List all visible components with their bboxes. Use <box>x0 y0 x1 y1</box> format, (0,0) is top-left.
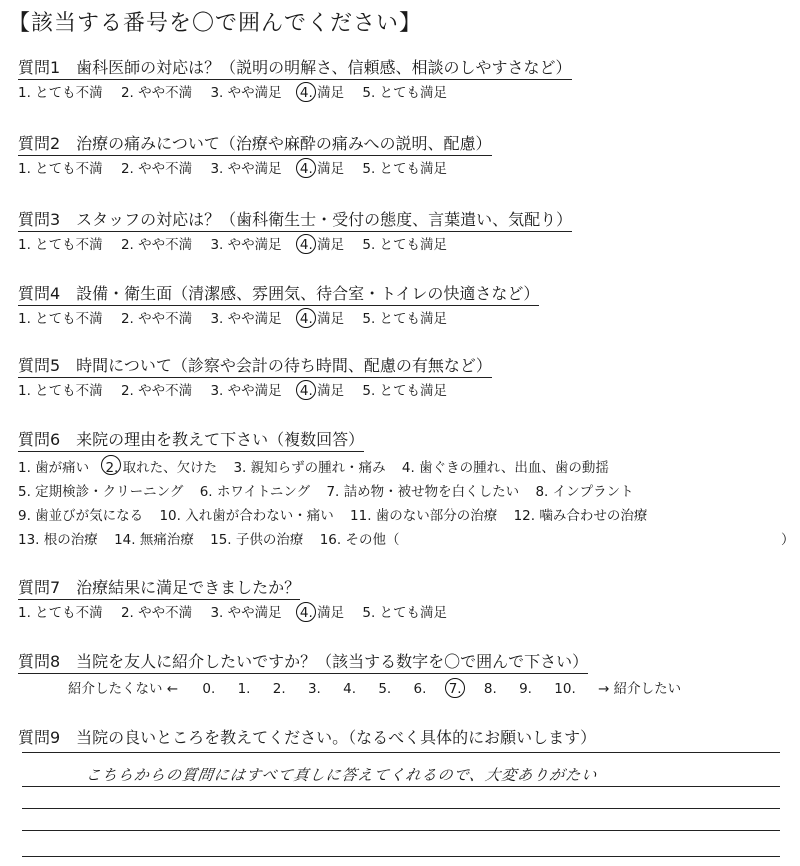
option-4[interactable]: 4. 満足 <box>300 236 344 254</box>
question-1-options <box>18 84 798 102</box>
option-3[interactable]: 3. やや満足 <box>210 161 282 177</box>
question-7 <box>18 578 798 622</box>
scale-4[interactable]: 4. <box>343 681 357 697</box>
reason-16[interactable]: 16. その他（ <box>319 532 400 548</box>
reason-15[interactable]: 15. 子供の治療 <box>210 532 304 548</box>
scale-7[interactable]: 7. <box>449 680 462 698</box>
option-5[interactable]: 5. とても満足 <box>362 383 448 399</box>
option-5[interactable]: 5. とても満足 <box>362 311 448 327</box>
option-1[interactable]: 1. とても不満 <box>18 605 103 621</box>
question-9-title: 質問9 当院の良いところを教えてください。（なるべく具体的にお願いします） <box>18 728 597 747</box>
instruction-header: 【該当する番号を〇で囲んでください】 <box>8 11 423 36</box>
question-9 <box>18 728 798 749</box>
option-1[interactable]: 1. とても不満 <box>18 237 103 253</box>
question-3 <box>18 210 798 254</box>
option-2[interactable]: 2. やや不満 <box>120 161 193 177</box>
selected-circle <box>296 234 316 254</box>
question-5 <box>18 356 798 400</box>
reason-6[interactable]: 6. ホワイトニング <box>199 484 311 500</box>
option-2[interactable]: 2. やや不満 <box>120 85 193 101</box>
question-7-options <box>18 604 798 622</box>
scale-8[interactable]: 8. <box>483 681 497 697</box>
scale-0[interactable]: 0. <box>202 681 216 697</box>
question-3-title: 質問3 スタッフの対応は？（歯科衛生士・受付の態度、言葉遣い、気配り） <box>18 210 572 232</box>
reason-8[interactable]: 8. インプラント <box>535 484 634 500</box>
selected-circle <box>101 455 121 475</box>
option-5[interactable]: 5. とても満足 <box>362 161 448 177</box>
scale-right-label: → 紹介したい <box>598 681 682 697</box>
reason-2[interactable]: 2. 取れた、欠けた <box>105 457 217 479</box>
question-8-title: 質問8 当院を友人に紹介したいですか？（該当する数字を〇で囲んで下さい） <box>18 652 588 674</box>
option-5[interactable]: 5. とても満足 <box>362 85 448 101</box>
reason-11[interactable]: 11. 歯のない部分の治療 <box>350 508 498 524</box>
question-4 <box>18 284 798 328</box>
scale-9[interactable]: 9. <box>519 681 532 697</box>
reason-5[interactable]: 5. 定期検診・クリーニング <box>18 484 184 500</box>
option-2[interactable]: 2. やや不満 <box>120 237 193 253</box>
question-5-title: 質問5 時間について（診察や会計の待ち時間、配慮の有無など） <box>18 356 492 378</box>
question-6-row-3 <box>18 505 798 527</box>
option-1[interactable]: 1. とても不満 <box>18 383 103 399</box>
option-1[interactable]: 1. とても不満 <box>18 85 103 101</box>
reason-1[interactable]: 1. 歯が痛い <box>18 460 90 476</box>
option-5[interactable]: 5. とても満足 <box>362 605 448 621</box>
reason-7[interactable]: 7. 詰め物・被せ物を白くしたい <box>326 484 520 500</box>
scale-2[interactable]: 2. <box>272 681 286 697</box>
question-4-title: 質問4 設備・衛生面（清潔感、雰囲気、待合室・トイレの快適さなど） <box>18 284 539 306</box>
option-4[interactable]: 4. 満足 <box>300 310 344 328</box>
selected-circle <box>296 380 316 400</box>
question-1 <box>18 58 798 102</box>
selected-circle <box>296 158 316 178</box>
question-2-title: 質問2 治療の痛みについて（治療や麻酔の痛みへの説明、配慮） <box>18 134 492 156</box>
option-1[interactable]: 1. とても不満 <box>18 161 103 177</box>
option-2[interactable]: 2. やや不満 <box>120 605 193 621</box>
scale-left-label: 紹介したくない ← <box>68 681 179 697</box>
question-8 <box>18 652 798 698</box>
answer-line <box>22 830 780 831</box>
question-1-title: 質問1 歯科医師の対応は？（説明の明解さ、信頼感、相談のしやすさなど） <box>18 58 572 80</box>
option-2[interactable]: 2. やや不満 <box>120 383 193 399</box>
scale-1[interactable]: 1. <box>237 681 251 697</box>
reason-13[interactable]: 13. 根の治療 <box>18 532 98 548</box>
handwritten-answer[interactable]: こちらからの質問にはすべて真しに答えてくれるので、大変ありがたい <box>84 766 599 784</box>
scale-10[interactable]: 10. <box>554 681 576 697</box>
selected-circle <box>296 308 316 328</box>
question-5-options <box>18 382 798 400</box>
option-5[interactable]: 5. とても満足 <box>362 237 448 253</box>
recommend-scale <box>18 680 798 698</box>
answer-line <box>22 786 780 787</box>
answer-line <box>22 752 780 753</box>
question-2 <box>18 134 798 178</box>
question-6-row-4 <box>18 529 798 551</box>
scale-6[interactable]: 6. <box>413 681 427 697</box>
reason-12[interactable]: 12. 噛み合わせの治療 <box>513 508 648 524</box>
option-3[interactable]: 3. やや満足 <box>210 237 282 253</box>
option-4[interactable]: 4. 満足 <box>300 160 344 178</box>
reason-9[interactable]: 9. 歯並びが気になる <box>18 508 144 524</box>
question-6 <box>18 430 798 551</box>
scale-5[interactable]: 5. <box>378 681 392 697</box>
option-4[interactable]: 4. 満足 <box>300 84 344 102</box>
selected-circle <box>296 602 316 622</box>
option-3[interactable]: 3. やや満足 <box>210 383 282 399</box>
option-3[interactable]: 3. やや満足 <box>210 605 282 621</box>
selected-circle <box>296 82 316 102</box>
reason-14[interactable]: 14. 無痛治療 <box>114 532 194 548</box>
option-4[interactable]: 4. 満足 <box>300 604 344 622</box>
option-1[interactable]: 1. とても不満 <box>18 311 103 327</box>
reason-4[interactable]: 4. 歯ぐきの腫れ、出血、歯の動揺 <box>401 460 609 476</box>
question-4-options <box>18 310 798 328</box>
question-6-title: 質問6 来院の理由を教えて下さい（複数回答） <box>18 430 364 452</box>
answer-line <box>22 856 780 857</box>
scale-3[interactable]: 3. <box>307 681 321 697</box>
option-4[interactable]: 4. 満足 <box>300 382 344 400</box>
question-6-row-2 <box>18 481 798 503</box>
question-3-options <box>18 236 798 254</box>
option-3[interactable]: 3. やや満足 <box>210 85 282 101</box>
other-close-paren: ） <box>781 532 795 548</box>
option-2[interactable]: 2. やや不満 <box>120 311 193 327</box>
question-7-title: 質問7 治療結果に満足できましたか？ <box>18 578 300 600</box>
answer-line <box>22 808 780 809</box>
reason-3[interactable]: 3. 親知らずの腫れ・痛み <box>233 460 386 476</box>
question-6-row-1 <box>18 457 798 479</box>
selected-circle <box>445 678 465 698</box>
option-3[interactable]: 3. やや満足 <box>210 311 282 327</box>
reason-10[interactable]: 10. 入れ歯が合わない・痛い <box>159 508 334 524</box>
question-2-options <box>18 160 798 178</box>
